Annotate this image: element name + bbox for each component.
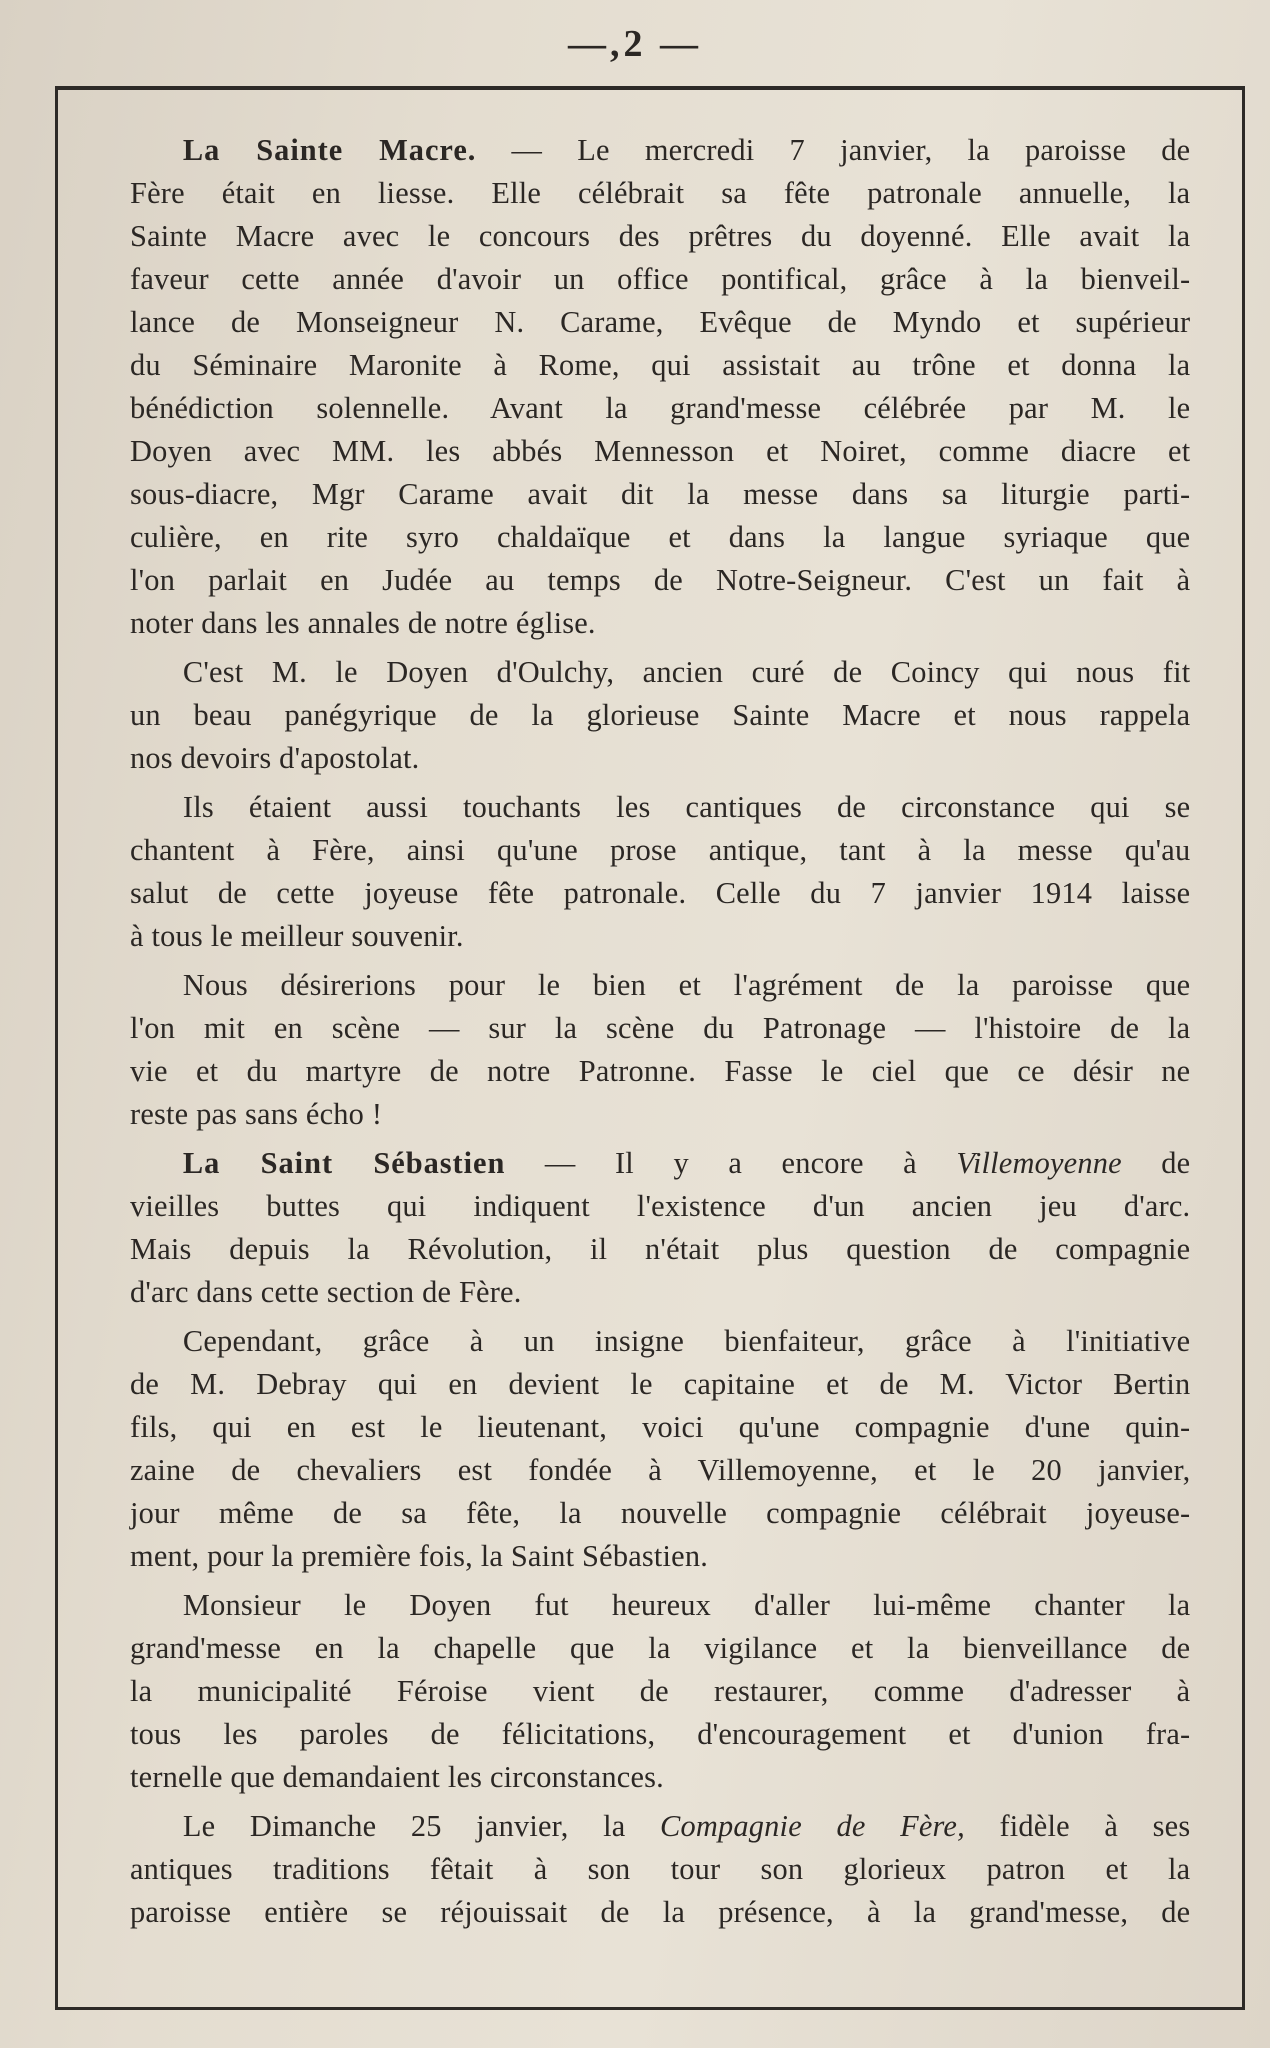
text-segment: de bbox=[1121, 1145, 1191, 1180]
text-line: tous les paroles de félicitations, d'encouragement et d'union fra- bbox=[130, 1716, 1191, 1751]
text-line: chantent à Fère, ainsi qu'une prose antique, tant à la messe qu'au bbox=[130, 832, 1191, 867]
text-segment: — Le mercredi 7 janvier, la paroisse de bbox=[476, 132, 1191, 167]
text-line: paroisse entière se réjouissait de la présence, à la grand'messe, de bbox=[130, 1894, 1191, 1929]
text-line: lance de Monseigneur N. Carame, Evêque de Myndo et supérieur bbox=[130, 304, 1191, 339]
paragraph bbox=[130, 1804, 1212, 1933]
text-line: bénédiction solennelle. Avant la grand'messe célébrée par M. le bbox=[130, 390, 1191, 425]
text-line: Fère était en liesse. Elle célébrait sa fête patronale annuelle, la bbox=[130, 175, 1191, 210]
italic-text: Villemoyenne bbox=[956, 1145, 1122, 1180]
text-line: du Séminaire Maronite à Rome, qui assistait au trône et donna la bbox=[130, 347, 1191, 382]
text-line: Doyen avec MM. les abbés Mennesson et Noiret, comme diacre et bbox=[130, 433, 1191, 468]
paragraph bbox=[130, 650, 1212, 779]
text-line: ment, pour la première fois, la Saint Sébastien. bbox=[130, 1538, 709, 1573]
text-line: Cependant, grâce à un insigne bienfaiteur, grâce à l'initiative bbox=[182, 1323, 1191, 1358]
paragraph bbox=[130, 785, 1212, 957]
text-line: C'est M. le Doyen d'Oulchy, ancien curé de Coincy qui nous fit bbox=[182, 654, 1191, 689]
text-line: l'on parlait en Judée au temps de Notre-Seigneur. C'est un fait à bbox=[130, 562, 1191, 597]
text-line: Nous désirerions pour le bien et l'agrément de la paroisse que bbox=[182, 967, 1191, 1002]
text-line: fils, qui en est le lieutenant, voici qu'une compagnie d'une quin- bbox=[130, 1409, 1191, 1444]
text-line: nos devoirs d'apostolat. bbox=[130, 740, 420, 775]
italic-text: Compagnie de Fère, bbox=[660, 1808, 965, 1843]
text-line: noter dans les annales de notre église. bbox=[130, 605, 596, 640]
text-segment: — Il y a encore à bbox=[505, 1145, 957, 1180]
text-line: ternelle que demandaient les circonstances. bbox=[130, 1759, 664, 1794]
text-line: faveur cette année d'avoir un office pontifical, grâce à la bienveil- bbox=[130, 261, 1191, 296]
text-line: jour même de sa fête, la nouvelle compagnie célébrait joyeuse- bbox=[130, 1495, 1191, 1530]
paragraph bbox=[130, 128, 1212, 644]
text-line: Sainte Macre avec le concours des prêtres du doyenné. Elle avait la bbox=[130, 218, 1191, 253]
text-line: sous-diacre, Mgr Carame avait dit la messe dans sa liturgie parti- bbox=[130, 476, 1191, 511]
text-line bbox=[130, 1141, 1190, 1184]
text-line: à tous le meilleur souvenir. bbox=[130, 918, 464, 953]
section-heading: La Saint Sébastien bbox=[182, 1145, 506, 1180]
text-line: Ils étaient aussi touchants les cantiques de circonstance qui se bbox=[182, 789, 1191, 824]
text-line: d'arc dans cette section de Fère. bbox=[130, 1274, 522, 1309]
section-heading: La Sainte Macre. bbox=[182, 132, 477, 167]
article-body bbox=[130, 128, 1212, 1939]
text-line: reste pas sans écho ! bbox=[130, 1096, 383, 1131]
text-line: un beau panégyrique de la glorieuse Sainte Macre et nous rappela bbox=[130, 697, 1191, 732]
text-line bbox=[130, 128, 1190, 171]
text-line bbox=[130, 1804, 1190, 1847]
text-segment: Le Dimanche 25 janvier, la bbox=[182, 1808, 661, 1843]
paragraph bbox=[130, 963, 1212, 1135]
text-line: culière, en rite syro chaldaïque et dans la langue syriaque que bbox=[130, 519, 1191, 554]
text-line: Mais depuis la Révolution, il n'était plus question de compagnie bbox=[130, 1231, 1191, 1266]
text-line: grand'messe en la chapelle que la vigilance et la bienveillance de bbox=[130, 1630, 1191, 1665]
text-segment: fidèle à ses bbox=[964, 1808, 1191, 1843]
page-number: —,2 — bbox=[568, 23, 702, 65]
text-line: la municipalité Féroise vient de restaurer, comme d'adresser à bbox=[130, 1673, 1191, 1708]
text-line: de M. Debray qui en devient le capitaine et de M. Victor Bertin bbox=[130, 1366, 1191, 1401]
text-line: Monsieur le Doyen fut heureux d'aller lui-même chanter la bbox=[182, 1587, 1191, 1622]
text-line: vieilles buttes qui indiquent l'existence d'un ancien jeu d'arc. bbox=[130, 1188, 1191, 1223]
text-line: antiques traditions fêtait à son tour son glorieux patron et la bbox=[130, 1851, 1191, 1886]
text-line: l'on mit en scène — sur la scène du Patronage — l'histoire de la bbox=[130, 1010, 1191, 1045]
text-line: vie et du martyre de notre Patronne. Fasse le ciel que ce désir ne bbox=[130, 1053, 1191, 1088]
paragraph bbox=[130, 1583, 1212, 1798]
paragraph bbox=[130, 1141, 1212, 1313]
text-line: salut de cette joyeuse fête patronale. Celle du 7 janvier 1914 laisse bbox=[130, 875, 1191, 910]
paragraph bbox=[130, 1319, 1212, 1577]
text-line: zaine de chevaliers est fondée à Villemoyenne, et le 20 janvier, bbox=[130, 1452, 1191, 1487]
